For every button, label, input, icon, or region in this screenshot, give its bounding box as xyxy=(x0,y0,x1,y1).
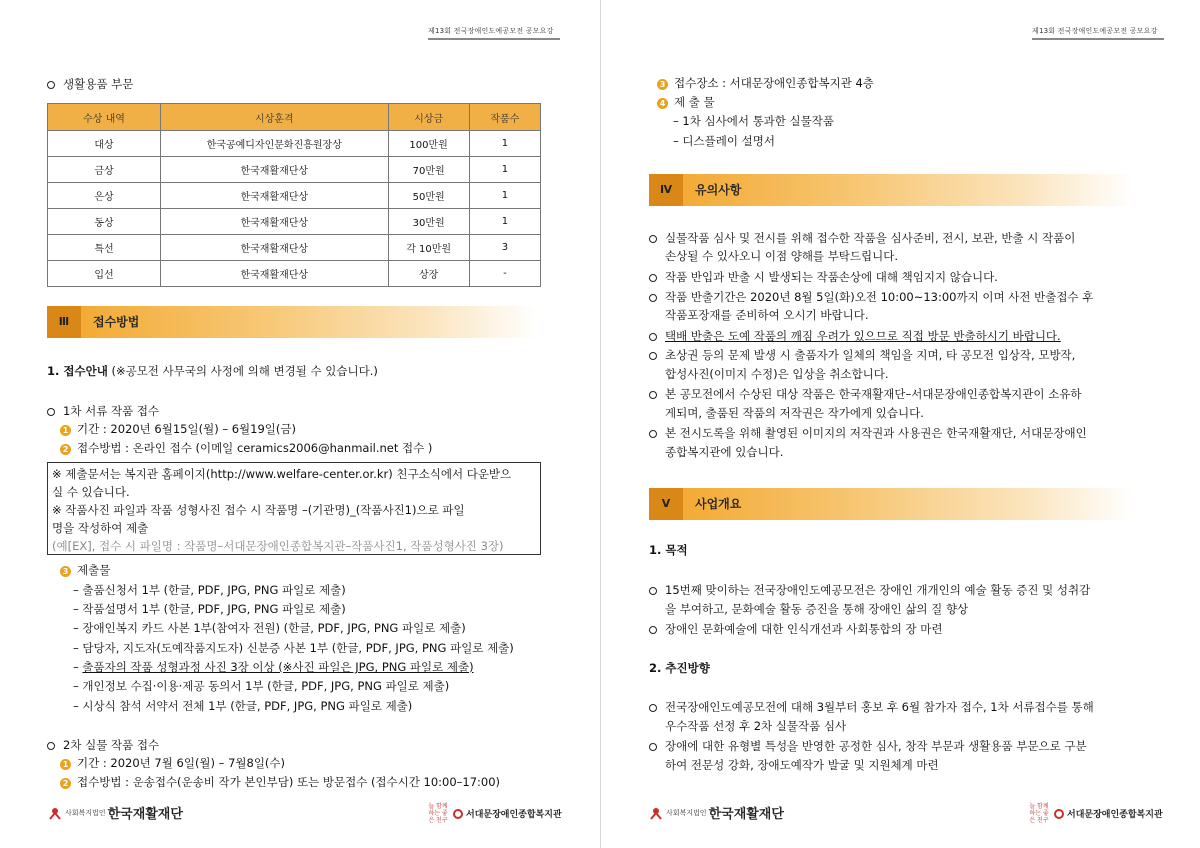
docs-title: 3 제출물 xyxy=(60,562,110,579)
table-cell: 50만원 xyxy=(388,183,469,209)
table-header: 수상 내역 xyxy=(48,104,161,131)
awards-table xyxy=(47,103,541,287)
second-round-title: 2차 실물 작품 접수 xyxy=(47,737,159,754)
notice-item-cont: 게되며, 출품된 작품의 저작권은 작가에게 있습니다. xyxy=(665,406,924,420)
table-row xyxy=(48,183,541,209)
second-round-method: 2 접수방법 : 운송접수(운송비 작가 본인부담) 또는 방문접수 (접수시간 10:00–17:00) xyxy=(60,774,500,791)
table-cell: 30만원 xyxy=(388,209,469,235)
notice-box xyxy=(47,462,541,555)
list-item: – 출품자의 작품 성형과정 사진 3장 이상 (※사진 파일은 JPG, PNG 파일로 제출) xyxy=(73,660,474,674)
list-item: – 작품설명서 1부 (한글, PDF, JPG, PNG 파일로 제출) xyxy=(73,602,346,616)
foundation-logo xyxy=(48,803,183,822)
section-bar-4 xyxy=(649,174,1133,206)
number-badge-icon: 1 xyxy=(60,759,71,770)
table-cell: 1 xyxy=(469,157,540,183)
table-row xyxy=(48,131,541,157)
guide-heading-line xyxy=(47,363,378,380)
circle-bullet-icon xyxy=(649,333,657,341)
second-round-period: 1 기간 : 2020년 7월 6일(월) – 7월8일(수) xyxy=(60,755,285,772)
direction-item: 장애에 대한 유형별 특성을 반영한 공정한 심사, 창작 부문과 생활용품 부문으로 구분 xyxy=(649,738,1087,755)
table-cell: 금상 xyxy=(48,157,161,183)
section-number: Ⅴ xyxy=(649,488,683,520)
table-cell: 1 xyxy=(469,131,540,157)
center-emblem-icon xyxy=(1054,809,1064,819)
list-item: – 디스플레이 설명서 xyxy=(673,134,775,148)
table-cell: 한국재활재단상 xyxy=(160,183,388,209)
center-emblem-icon xyxy=(453,809,463,819)
table-cell: 70만원 xyxy=(388,157,469,183)
foundation-logo xyxy=(649,803,784,822)
center-name: 서대문장애인종합복지관 xyxy=(1067,810,1163,820)
notice-item: 본 공모전에서 수상된 대상 작품은 한국재활재단–서대문장애인종합복지관이 소유하 xyxy=(649,386,1082,403)
section-bar-3 xyxy=(47,306,537,338)
first-round-method: 2 접수방법 : 온라인 접수 (이메일 ceramics2006@hanmail.net 접수 ) xyxy=(60,440,432,457)
table-cell: 대상 xyxy=(48,131,161,157)
table-cell: 한국재활재단상 xyxy=(160,235,388,261)
notice-line: 명을 작성하여 제출 xyxy=(52,521,149,535)
center-logo xyxy=(426,803,562,824)
table-row xyxy=(48,209,541,235)
notice-item-cont: 종합복지관에 있습니다. xyxy=(665,445,784,459)
number-badge-icon: 2 xyxy=(60,778,71,789)
list-item: – 시상식 참석 서약서 전체 1부 (한글, PDF, JPG, PNG 파일로 제출) xyxy=(73,699,413,713)
circle-bullet-icon xyxy=(47,742,55,750)
notice-example: (예[EX], 접수 시 파일명 : 작품명–서대문장애인종합복지관–작품사진1, 작품성형사진 3장) xyxy=(52,539,504,553)
foundation-name: 한국재활재단 xyxy=(708,807,784,822)
guide-note: (※공모전 사무국의 사정에 의해 변경될 수 있습니다.) xyxy=(111,364,378,378)
table-header-row xyxy=(48,104,541,131)
circle-bullet-icon xyxy=(649,352,657,360)
table-cell: 1 xyxy=(469,209,540,235)
notice-item: 작품 반입과 반출 시 발생되는 작품손상에 대해 책임지지 않습니다. xyxy=(649,269,998,286)
section-title: 접수방법 xyxy=(93,315,140,329)
notice-line: ※ 제출문서는 복지관 홈페이지(http://www.welfare-center.or.kr) 친구소식에서 다운받으 xyxy=(52,467,512,481)
notice-item-cont: 합성사진(이미지 수정)은 입상을 취소합니다. xyxy=(665,367,889,381)
submit-title: 4 제 출 물 xyxy=(657,94,715,111)
circle-bullet-icon xyxy=(649,391,657,399)
table-header: 작품수 xyxy=(469,104,540,131)
table-cell: 한국재활재단상 xyxy=(160,209,388,235)
number-badge-icon: 1 xyxy=(60,425,71,436)
first-round-period: 1 기간 : 2020년 6월15일(월) – 6월19일(금) xyxy=(60,421,296,438)
notice-item-cont: 손상될 수 있사오니 이점 양해를 부탁드립니다. xyxy=(665,249,899,263)
notice-item: 본 전시도록을 위해 촬영된 이미지의 저작권과 사용권은 한국재활재단, 서대문장애인 xyxy=(649,425,1087,442)
center-slogan: 늘 함께하는 좋은 친구 xyxy=(1029,803,1049,824)
circle-bullet-icon xyxy=(649,235,657,243)
foundation-emblem-icon xyxy=(48,806,62,820)
table-header: 시상금 xyxy=(388,104,469,131)
list-item: – 개인정보 수집·이용·제공 동의서 1부 (한글, PDF, JPG, PNG 파일로 제출) xyxy=(73,679,450,693)
circle-bullet-icon xyxy=(649,430,657,438)
number-badge-icon: 3 xyxy=(60,566,71,577)
table-cell: 입선 xyxy=(48,261,161,287)
notice-item: 작품 반출기간은 2020년 8월 5일(화)오전 10:00~13:00까지 이며 사전 반출접수 후 xyxy=(649,289,1093,306)
table-cell: 1 xyxy=(469,183,540,209)
table-row xyxy=(48,157,541,183)
list-item: – 출품신청서 1부 (한글, PDF, JPG, PNG 파일로 제출) xyxy=(73,583,346,597)
center-slogan: 늘 함께하는 좋은 친구 xyxy=(428,803,448,824)
notice-item-cont: 작품포장재를 준비하여 오시기 바랍니다. xyxy=(665,308,869,322)
notice-item: 택배 반출은 도예 작품의 깨짐 우려가 있으므로 직접 방문 반출하시기 바랍니다. xyxy=(649,328,1061,345)
purpose-item-cont: 을 부여하고, 문화예술 활동 증진을 통해 장애인 삶의 질 향상 xyxy=(665,602,969,616)
first-round-title: 1차 서류 작품 접수 xyxy=(47,403,159,420)
section-title: 유의사항 xyxy=(695,183,742,197)
notice-item: 실물작품 심사 및 전시를 위해 접수한 작품을 심사준비, 전시, 보관, 반출 시 작품이 xyxy=(649,230,1075,247)
number-badge-icon: 3 xyxy=(657,79,668,90)
notice-line: 실 수 있습니다. xyxy=(52,485,130,499)
page-header: 제13회 전국장애인도예공모전 공모요강 xyxy=(428,27,554,35)
number-badge-icon: 2 xyxy=(60,444,71,455)
table-cell: 특선 xyxy=(48,235,161,261)
section-number: Ⅳ xyxy=(649,174,683,206)
foundation-small-text: 사회복지법인 xyxy=(65,808,106,817)
circle-bullet-icon xyxy=(649,587,657,595)
table-header: 시상훈격 xyxy=(160,104,388,131)
circle-bullet-icon xyxy=(649,743,657,751)
foundation-small-text: 사회복지법인 xyxy=(666,808,707,817)
direction-item-cont: 하여 전문성 강화, 장애도예작가 발굴 및 지원체계 마련 xyxy=(665,758,939,772)
header-rule xyxy=(1032,38,1164,40)
notice-item: 초상권 등의 문제 발생 시 출품자가 일체의 책임을 지며, 타 공모전 입상작, 모방작, xyxy=(649,347,1075,364)
table-cell: 3 xyxy=(469,235,540,261)
table-cell: - xyxy=(469,261,540,287)
purpose-item: 장애인 문화예술에 대한 인식개선과 사회통합의 장 마련 xyxy=(649,621,942,638)
circle-bullet-icon xyxy=(649,274,657,282)
place-line: 3 접수장소 : 서대문장애인종합복지관 4층 xyxy=(657,75,874,92)
circle-bullet-icon xyxy=(649,294,657,302)
table-cell: 각 10만원 xyxy=(388,235,469,261)
circle-bullet-icon xyxy=(649,704,657,712)
section-title: 사업개요 xyxy=(695,497,742,511)
table-cell: 은상 xyxy=(48,183,161,209)
direction-item: 전국장애인도예공모전에 대해 3월부터 홍보 후 6월 참가자 접수, 1차 서류접수를 통해 xyxy=(649,699,1094,716)
purpose-heading: 1. 목적 xyxy=(649,543,688,557)
purpose-item: 15번째 맞이하는 전국장애인도예공모전은 장애인 개개인의 예술 활동 증진 및 성취감 xyxy=(649,582,1090,599)
list-item: – 담당자, 지도자(도예작품지도자) 신분증 사본 1부 (한글, PDF, JPG, PNG 파일로 제출) xyxy=(73,641,514,655)
list-item: – 장애인복지 카드 사본 1부(참여자 전원) (한글, PDF, JPG, PNG 파일로 제출) xyxy=(73,621,466,635)
section-bar-5 xyxy=(649,488,1133,520)
table-cell: 100만원 xyxy=(388,131,469,157)
circle-bullet-icon xyxy=(47,408,55,416)
guide-heading: 1. 접수안내 xyxy=(47,364,108,378)
table-cell: 상장 xyxy=(388,261,469,287)
circle-bullet-icon xyxy=(649,626,657,634)
section-number: Ⅲ xyxy=(47,306,81,338)
table-cell: 한국공예디자인문화진흥원장상 xyxy=(160,131,388,157)
table-row xyxy=(48,235,541,261)
center-logo xyxy=(1027,803,1163,824)
notice-line: ※ 작품사진 파일과 작품 성형사진 접수 시 작품명 –(기관명)_(작품사진1)으로 파일 xyxy=(52,503,465,517)
page-header: 제13회 전국장애인도예공모전 공모요강 xyxy=(1032,27,1158,35)
table-cell: 동상 xyxy=(48,209,161,235)
category-title: 생활용품 부문 xyxy=(47,76,133,93)
right-page xyxy=(600,0,1200,848)
direction-heading: 2. 추진방향 xyxy=(649,661,710,675)
direction-item-cont: 우수작품 선정 후 2차 실물작품 심사 xyxy=(665,719,847,733)
header-rule xyxy=(428,38,560,40)
center-name: 서대문장애인종합복지관 xyxy=(466,810,562,820)
table-cell: 한국재활재단상 xyxy=(160,157,388,183)
table-cell: 한국재활재단상 xyxy=(160,261,388,287)
list-item: – 1차 심사에서 통과한 실물작품 xyxy=(673,114,834,128)
foundation-name: 한국재활재단 xyxy=(107,807,183,822)
circle-bullet-icon xyxy=(47,81,55,89)
foundation-emblem-icon xyxy=(649,806,663,820)
table-row xyxy=(48,261,541,287)
number-badge-icon: 4 xyxy=(657,98,668,109)
